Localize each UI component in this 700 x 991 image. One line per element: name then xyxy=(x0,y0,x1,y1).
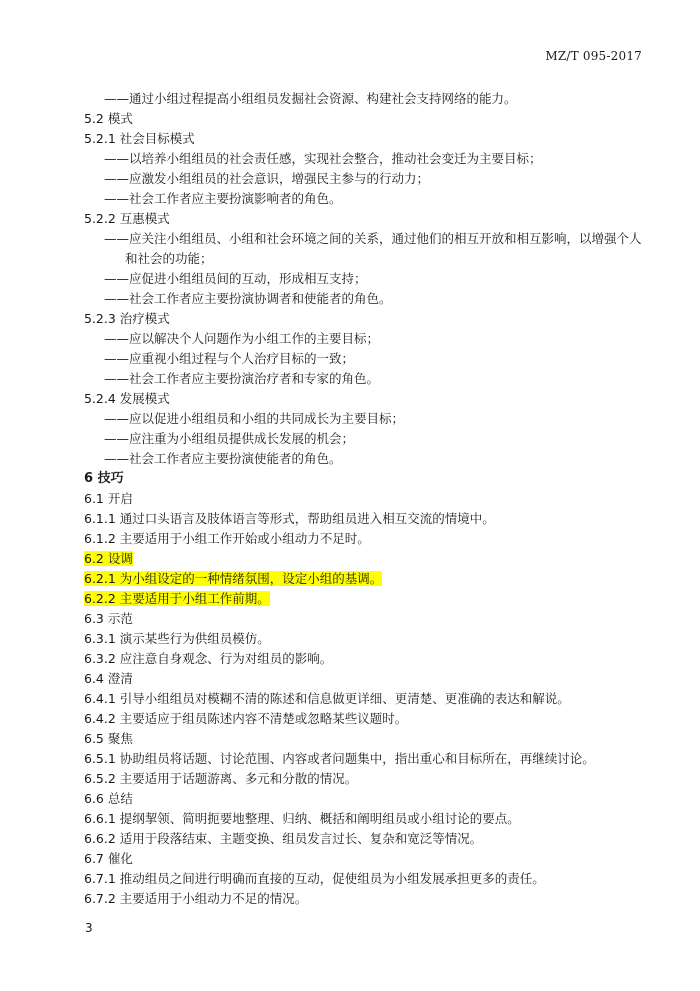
subsection-heading: 5.2.1 社会目标模式 xyxy=(84,131,195,146)
chapter-heading: 6 技巧 xyxy=(84,471,124,486)
clause: 6.3.1 演示某些行为供组员模仿。 xyxy=(84,631,270,646)
list-item: ——应促进小组组员间的互动，形成相互支持； xyxy=(104,271,367,286)
list-item: ——社会工作者应主要扮演影响者的角色。 xyxy=(104,191,342,206)
clause: 6.3.2 应注意自身观念、行为对组员的影响。 xyxy=(84,651,333,666)
list-item-continuation: 和社会的功能； xyxy=(125,251,213,266)
section-heading: 6.7 催化 xyxy=(84,851,133,866)
body-line: ——通过小组过程提高小组组员发掘社会资源、构建社会支持网络的能力。 xyxy=(104,91,517,106)
clause: 6.4.1 引导小组组员对模糊不清的陈述和信息做更详细、更清楚、更准确的表达和解说。 xyxy=(84,691,570,706)
list-item: ——应注重为小组组员提供成长发展的机会； xyxy=(104,431,355,446)
list-item: ——以培养小组组员的社会责任感，实现社会整合，推动社会变迁为主要目标； xyxy=(104,151,542,166)
clause: 6.7.1 推动组员之间进行明确而直接的互动，促使组员为小组发展承担更多的责任。 xyxy=(84,871,545,886)
list-item: ——应激发小组组员的社会意识，增强民主参与的行动力； xyxy=(104,171,430,186)
list-item: ——应重视小组过程与个人治疗目标的一致； xyxy=(104,351,355,366)
subsection-heading: 5.2.3 治疗模式 xyxy=(84,311,170,326)
subsection-heading: 5.2.4 发展模式 xyxy=(84,391,170,406)
list-item: ——社会工作者应主要扮演协调者和使能者的角色。 xyxy=(104,291,392,306)
clause: 6.6.1 提纲挈领、简明扼要地整理、归纳、概括和阐明组员或小组讨论的要点。 xyxy=(84,811,520,826)
list-item: ——社会工作者应主要扮演治疗者和专家的角色。 xyxy=(104,371,380,386)
subsection-heading: 5.2.2 互惠模式 xyxy=(84,211,170,226)
list-item: ——社会工作者应主要扮演使能者的角色。 xyxy=(104,451,342,466)
clause: 6.6.2 适用于段落结束、主题变换、组员发言过长、复杂和宽泛等情况。 xyxy=(84,831,483,846)
section-heading: 6.5 聚焦 xyxy=(84,731,133,746)
section-heading: 6.6 总结 xyxy=(84,791,133,806)
clause: 6.5.1 协助组员将话题、讨论范围、内容或者问题集中，指出重心和目标所在，再继续讨论。 xyxy=(84,751,595,766)
document-code: MZ/T 095-2017 xyxy=(545,49,642,63)
clause: 6.1.1 通过口头语言及肢体语言等形式，帮助组员进入相互交流的情境中。 xyxy=(84,511,495,526)
list-item: ——应以促进小组组员和小组的共同成长为主要目标； xyxy=(104,411,405,426)
clause-highlighted: 6.2.2 主要适用于小组工作前期。 xyxy=(84,591,270,606)
section-heading: 6.3 示范 xyxy=(84,611,133,626)
section-heading: 6.4 澄清 xyxy=(84,671,133,686)
section-heading: 5.2 模式 xyxy=(84,111,133,126)
clause: 6.1.2 主要适用于小组工作开始或小组动力不足时。 xyxy=(84,531,370,546)
list-item: ——应关注小组组员、小组和社会环境之间的关系，通过他们的相互开放和相互影响，以增强个人 xyxy=(104,231,642,246)
page-number: 3 xyxy=(85,921,93,935)
clause: 6.7.2 主要适用于小组动力不足的情况。 xyxy=(84,891,308,906)
clause: 6.4.2 主要适应于组员陈述内容不清楚或忽略某些议题时。 xyxy=(84,711,408,726)
list-item: ——应以解决个人问题作为小组工作的主要目标； xyxy=(104,331,380,346)
section-heading: 6.1 开启 xyxy=(84,491,133,506)
section-heading-highlighted: 6.2 设调 xyxy=(84,551,133,566)
clause-highlighted: 6.2.1 为小组设定的一种情绪氛围，设定小组的基调。 xyxy=(84,571,383,586)
document-body xyxy=(0,89,700,909)
clause: 6.5.2 主要适用于话题游离、多元和分散的情况。 xyxy=(84,771,358,786)
